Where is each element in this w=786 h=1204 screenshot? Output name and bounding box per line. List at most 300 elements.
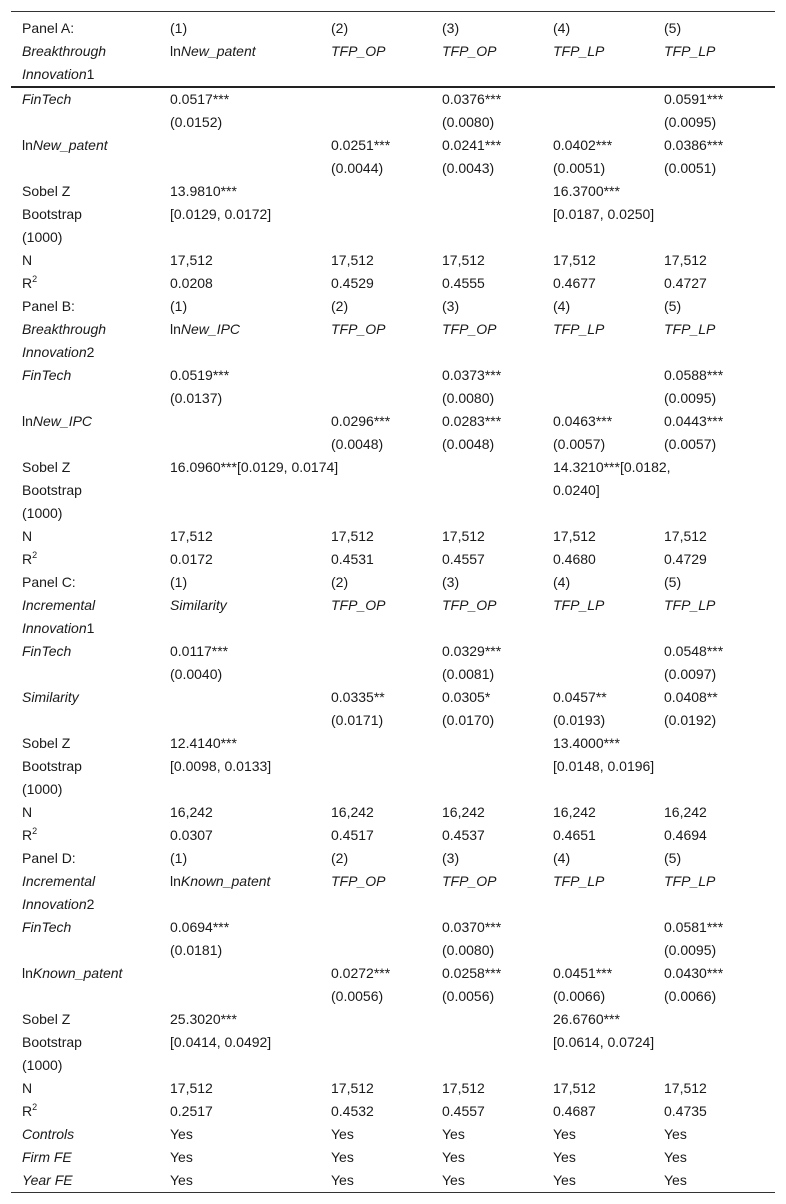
se-cell	[331, 939, 442, 962]
yes-cell: Yes	[331, 1172, 354, 1188]
panel-d-n-row	[11, 1077, 775, 1100]
coef-cell: 0.0272***	[331, 965, 391, 981]
dep-label-word: Innovation	[22, 620, 87, 636]
row-label-year-fe: Year FE	[22, 1172, 73, 1188]
sobel-right: 13.4000***	[553, 735, 620, 751]
sobel-right: 26.6760***	[553, 1011, 620, 1027]
dep-label-line2	[22, 341, 170, 364]
dep-var-name: TFP_OP	[442, 43, 497, 59]
coef-cell: 0.0517***	[170, 91, 230, 107]
r2-cell: 0.2517	[170, 1103, 213, 1119]
se-cell	[553, 387, 664, 410]
r2-cell: 0.4677	[553, 275, 596, 291]
dep-var-header	[170, 318, 331, 364]
column-number: (3)	[442, 574, 460, 590]
se-cell: (0.0066)	[553, 988, 606, 1004]
sobel-right-line2: 0.0240]	[553, 482, 600, 498]
row-label-mediator	[11, 134, 170, 157]
column-number: (2)	[331, 20, 349, 36]
panel-c-n-row	[11, 801, 775, 824]
coef-cell	[553, 88, 664, 111]
controls-row	[11, 1123, 775, 1146]
panel-a-mediator-row	[11, 134, 775, 157]
dep-var-name: TFP_LP	[553, 873, 605, 889]
coef-cell: 0.0296***	[331, 413, 391, 429]
panel-b-title-row	[11, 295, 775, 318]
se-cell: (0.0043)	[442, 160, 495, 176]
dep-label	[11, 40, 170, 86]
row-label-sobel: Sobel Z	[22, 183, 71, 199]
dep-var-header	[331, 594, 442, 640]
dep-label	[11, 870, 170, 916]
sobel-left: 25.3020***	[170, 1011, 237, 1027]
r2-cell: 0.4555	[442, 275, 485, 291]
panel-c-sobel-row	[11, 732, 775, 755]
se-cell	[170, 157, 331, 180]
coef-cell: 0.0335**	[331, 689, 385, 705]
dep-label-word: Innovation	[22, 896, 87, 912]
n-cell: 17,512	[170, 1080, 213, 1096]
dep-var-header	[331, 40, 442, 86]
panel-a-sobel-row	[11, 180, 775, 203]
se-cell: (0.0193)	[553, 712, 606, 728]
row-label-empty	[11, 663, 170, 686]
panel-c-r2-row	[11, 824, 775, 847]
r2-cell: 0.4694	[664, 827, 707, 843]
se-cell	[553, 663, 664, 686]
se-cell	[553, 111, 664, 134]
mediator-name: Similarity	[22, 689, 79, 705]
panel-title: Panel D:	[22, 850, 76, 866]
coef-cell: 0.0329***	[442, 643, 502, 659]
dep-label-num: 2	[86, 344, 95, 360]
se-cell	[553, 939, 664, 962]
se-cell: (0.0080)	[442, 942, 495, 958]
se-cell	[170, 433, 331, 456]
coef-cell: 0.0408**	[664, 689, 718, 705]
mediator-prefix: ln	[22, 413, 33, 429]
panel-a-mediator-se-row	[11, 157, 775, 180]
panel-b-r2-row	[11, 548, 775, 571]
coef-cell	[170, 410, 331, 433]
r2-superscript: 2	[32, 1102, 38, 1112]
sobel-left: 13.9810***	[170, 183, 237, 199]
se-cell: (0.0095)	[664, 390, 717, 406]
dep-prefix: ln	[170, 43, 181, 59]
panel-d-mediator-row	[11, 962, 775, 985]
row-label-empty	[11, 157, 170, 180]
se-cell: (0.0081)	[442, 666, 495, 682]
column-number: (5)	[664, 20, 682, 36]
yes-cell: Yes	[553, 1149, 576, 1165]
coef-cell: 0.0251***	[331, 137, 391, 153]
year-fe-row	[11, 1169, 775, 1192]
r2-cell: 0.4529	[331, 275, 374, 291]
mediator-name: Known_patent	[32, 965, 123, 981]
sobel-left	[170, 456, 553, 525]
se-cell: (0.0170)	[442, 712, 495, 728]
coef-cell	[553, 364, 664, 387]
se-cell: (0.0051)	[553, 160, 606, 176]
panel-title: Panel B:	[22, 298, 75, 314]
dep-label-line2	[22, 893, 170, 916]
dep-label-num: 2	[86, 896, 95, 912]
row-label-bootstrap	[11, 1031, 170, 1077]
n-cell: 17,512	[442, 528, 485, 544]
row-label-sobel: Sobel Z	[22, 735, 71, 751]
coef-cell	[331, 916, 442, 939]
panel-a-dep-row	[11, 40, 775, 88]
panel-a-r2-row	[11, 272, 775, 295]
firm-fe-row	[11, 1146, 775, 1169]
dep-var-name: TFP_LP	[664, 597, 716, 613]
dep-var-name: TFP_OP	[331, 43, 386, 59]
se-cell: (0.0080)	[442, 114, 495, 130]
dep-var-name: Known_patent	[180, 873, 271, 889]
se-cell: (0.0181)	[170, 942, 223, 958]
column-number: (4)	[553, 574, 571, 590]
column-number: (5)	[664, 574, 682, 590]
bootstrap-right: [0.0187, 0.0250]	[553, 206, 655, 222]
panel-a-title-row	[11, 12, 775, 40]
coef-cell	[170, 962, 331, 985]
panel-d-mediator-se-row	[11, 985, 775, 1008]
se-cell: (0.0066)	[664, 988, 717, 1004]
yes-cell: Yes	[442, 1149, 465, 1165]
dep-prefix: ln	[170, 873, 181, 889]
r-label: R	[22, 1103, 33, 1119]
r2-cell: 0.4557	[442, 551, 485, 567]
column-number: (2)	[331, 850, 349, 866]
n-cell: 17,512	[442, 252, 485, 268]
n-cell: 17,512	[664, 528, 707, 544]
coef-cell: 0.0457**	[553, 689, 607, 705]
dep-label-line1: Breakthrough	[22, 43, 107, 59]
panel-c-title-row	[11, 571, 775, 594]
r2-cell: 0.4680	[553, 551, 596, 567]
panel-b-mediator-row	[11, 410, 775, 433]
sobel-left: 12.4140***	[170, 735, 237, 751]
se-cell: (0.0171)	[331, 712, 384, 728]
se-cell: (0.0095)	[664, 942, 717, 958]
se-cell: (0.0056)	[331, 988, 384, 1004]
column-number: (2)	[331, 574, 349, 590]
row-label-n: N	[22, 252, 33, 268]
panel-c-fintech-row	[11, 640, 775, 663]
row-label-r2	[11, 548, 170, 571]
column-number: (2)	[331, 298, 349, 314]
se-cell	[170, 709, 331, 732]
row-label-bootstrap	[11, 755, 170, 801]
r-label: R	[22, 827, 33, 843]
column-number: (4)	[553, 20, 571, 36]
dep-var-name: TFP_OP	[442, 873, 497, 889]
yes-cell: Yes	[331, 1126, 354, 1142]
yes-cell: Yes	[553, 1172, 576, 1188]
coef-cell: 0.0305*	[442, 689, 491, 705]
column-number: (3)	[442, 298, 460, 314]
dep-var-header	[553, 870, 664, 916]
dep-var-name: New_patent	[180, 43, 256, 59]
r2-superscript: 2	[32, 550, 38, 560]
n-cell: 17,512	[442, 1080, 485, 1096]
panel-a-bootstrap-row	[11, 203, 775, 249]
se-cell: (0.0044)	[331, 160, 384, 176]
column-number: (4)	[553, 298, 571, 314]
sobel-left-value: 16.0960***[0.0129, 0.0174]	[170, 459, 339, 475]
se-cell	[331, 387, 442, 410]
dep-label	[11, 318, 170, 364]
bootstrap-label-1: Bootstrap	[22, 758, 82, 774]
column-number: (3)	[442, 20, 460, 36]
coef-cell: 0.0386***	[664, 137, 724, 153]
dep-var-name: TFP_OP	[442, 597, 497, 613]
row-label-controls: Controls	[22, 1126, 75, 1142]
n-cell: 16,242	[553, 804, 596, 820]
row-label-empty	[11, 985, 170, 1008]
se-cell: (0.0056)	[442, 988, 495, 1004]
dep-var-name: TFP_OP	[331, 597, 386, 613]
coef-cell: 0.0283***	[442, 413, 502, 429]
se-cell: (0.0192)	[664, 712, 717, 728]
dep-label-num: 1	[86, 620, 95, 636]
sobel-right: 16.3700***	[553, 183, 620, 199]
n-cell: 17,512	[553, 1080, 596, 1096]
dep-var-name: TFP_LP	[664, 43, 716, 59]
regression-table	[11, 11, 775, 1193]
panel-c-bootstrap-row	[11, 755, 775, 801]
mediator-name: New_IPC	[32, 413, 93, 429]
panel-b-n-row	[11, 525, 775, 548]
bootstrap-left: [0.0098, 0.0133]	[170, 758, 272, 774]
sobel-right-line1: 14.3210***[0.0182,	[553, 459, 671, 475]
yes-cell: Yes	[553, 1126, 576, 1142]
panel-a-fintech-row	[11, 88, 775, 111]
dep-label	[11, 594, 170, 640]
row-label-empty	[11, 111, 170, 134]
row-label-fintech: FinTech	[22, 643, 72, 659]
coef-cell: 0.0591***	[664, 91, 724, 107]
panel-d-sobel-row	[11, 1008, 775, 1031]
r2-cell: 0.4557	[442, 1103, 485, 1119]
row-label-sobel: Sobel Z	[22, 1011, 71, 1027]
row-label-fintech: FinTech	[22, 91, 72, 107]
yes-cell: Yes	[170, 1126, 193, 1142]
dep-var-name: TFP_OP	[331, 321, 386, 337]
row-label-r2	[11, 1100, 170, 1123]
panel-c-mediator-row	[11, 686, 775, 709]
coef-cell	[170, 686, 331, 709]
r2-cell: 0.4532	[331, 1103, 374, 1119]
coef-cell: 0.0373***	[442, 367, 502, 383]
row-label-n: N	[22, 528, 33, 544]
coef-cell: 0.0258***	[442, 965, 502, 981]
r2-cell: 0.0307	[170, 827, 213, 843]
panel-d-dep-row	[11, 870, 775, 916]
panel-d-fintech-se-row	[11, 939, 775, 962]
panel-c-mediator-se-row	[11, 709, 775, 732]
yes-cell: Yes	[170, 1172, 193, 1188]
panel-c-dep-row	[11, 594, 775, 640]
se-cell: (0.0080)	[442, 390, 495, 406]
coef-cell: 0.0581***	[664, 919, 724, 935]
r2-superscript: 2	[32, 274, 38, 284]
yes-cell: Yes	[170, 1149, 193, 1165]
panel-b-fintech-row	[11, 364, 775, 387]
r2-cell: 0.4651	[553, 827, 596, 843]
dep-label-line2	[22, 63, 170, 86]
bootstrap-label-2: (1000)	[22, 229, 63, 245]
dep-label-line1: Incremental	[22, 873, 96, 889]
row-label-empty	[11, 939, 170, 962]
coef-cell: 0.0443***	[664, 413, 724, 429]
r2-cell: 0.4537	[442, 827, 485, 843]
dep-var-header	[553, 40, 664, 86]
row-label-empty	[11, 433, 170, 456]
n-cell: 16,242	[170, 804, 213, 820]
se-cell	[170, 985, 331, 1008]
se-cell: (0.0040)	[170, 666, 223, 682]
se-cell: (0.0048)	[331, 436, 384, 452]
coef-cell: 0.0548***	[664, 643, 724, 659]
se-cell: (0.0057)	[664, 436, 717, 452]
yes-cell: Yes	[664, 1172, 687, 1188]
row-label-r2	[11, 824, 170, 847]
n-cell: 17,512	[170, 528, 213, 544]
bootstrap-label-1: Bootstrap	[22, 1034, 82, 1050]
dep-var-header	[442, 318, 553, 364]
panel-d-title-row	[11, 847, 775, 870]
coef-cell: 0.0370***	[442, 919, 502, 935]
dep-var-header	[170, 870, 331, 916]
n-cell: 17,512	[170, 252, 213, 268]
row-label-sobel	[11, 456, 170, 525]
coef-cell: 0.0694***	[170, 919, 230, 935]
se-cell: (0.0097)	[664, 666, 717, 682]
r2-cell: 0.4687	[553, 1103, 596, 1119]
row-label-n: N	[22, 1080, 33, 1096]
coef-cell: 0.0588***	[664, 367, 724, 383]
dep-var-name: TFP_LP	[553, 43, 605, 59]
n-cell: 17,512	[331, 252, 374, 268]
row-label-empty	[11, 709, 170, 732]
bootstrap-label-1: Bootstrap	[22, 206, 82, 222]
column-number: (1)	[170, 298, 188, 314]
dep-var-header	[553, 318, 664, 364]
panel-b-dep-row	[11, 318, 775, 364]
row-label-bootstrap	[11, 203, 170, 249]
se-cell: (0.0137)	[170, 390, 223, 406]
se-cell	[331, 111, 442, 134]
n-cell: 16,242	[331, 804, 374, 820]
dep-var-header	[170, 40, 331, 86]
se-cell: (0.0057)	[553, 436, 606, 452]
dep-label-line2	[22, 617, 170, 640]
row-label-empty	[11, 387, 170, 410]
coef-cell	[553, 640, 664, 663]
bootstrap-right: [0.0614, 0.0724]	[553, 1034, 655, 1050]
mediator-prefix: ln	[22, 137, 33, 153]
dep-var-header	[442, 870, 553, 916]
yes-cell: Yes	[442, 1172, 465, 1188]
dep-var-name: TFP_LP	[553, 597, 605, 613]
row-label-mediator	[11, 962, 170, 985]
bootstrap-left: [0.0414, 0.0492]	[170, 1034, 272, 1050]
column-number: (5)	[664, 850, 682, 866]
panel-b-sobel-row	[11, 456, 775, 525]
coef-cell	[553, 916, 664, 939]
dep-var-header	[170, 594, 331, 640]
coef-cell: 0.0376***	[442, 91, 502, 107]
r-label: R	[22, 275, 33, 291]
panel-title: Panel C:	[22, 574, 76, 590]
coef-cell: 0.0430***	[664, 965, 724, 981]
n-cell: 17,512	[664, 1080, 707, 1096]
coef-cell	[331, 364, 442, 387]
coef-cell	[331, 640, 442, 663]
column-number: (1)	[170, 850, 188, 866]
yes-cell: Yes	[331, 1149, 354, 1165]
row-label-fintech: FinTech	[22, 919, 72, 935]
coef-cell: 0.0451***	[553, 965, 613, 981]
r2-cell: 0.0208	[170, 275, 213, 291]
n-cell: 17,512	[553, 528, 596, 544]
dep-var-name: TFP_LP	[553, 321, 605, 337]
se-cell: (0.0152)	[170, 114, 223, 130]
dep-var-name: TFP_LP	[664, 873, 716, 889]
dep-var-header	[442, 594, 553, 640]
bootstrap-label-2: (1000)	[22, 781, 63, 797]
coef-cell: 0.0463***	[553, 413, 613, 429]
coef-cell	[331, 88, 442, 111]
dep-label-line1: Incremental	[22, 597, 96, 613]
dep-var-header	[553, 594, 664, 640]
se-cell: (0.0048)	[442, 436, 495, 452]
panel-b-fintech-se-row	[11, 387, 775, 410]
row-label-mediator	[11, 686, 170, 709]
dep-label-word: Innovation	[22, 66, 87, 82]
n-cell: 17,512	[331, 528, 374, 544]
n-cell: 17,512	[664, 252, 707, 268]
sobel-right	[553, 456, 764, 525]
row-label-mediator	[11, 410, 170, 433]
n-cell: 17,512	[553, 252, 596, 268]
coef-cell	[170, 134, 331, 157]
coef-cell: 0.0241***	[442, 137, 502, 153]
row-label-r2	[11, 272, 170, 295]
bootstrap-label-2: (1000)	[22, 1057, 63, 1073]
dep-var-header	[664, 318, 764, 364]
r2-cell: 0.4729	[664, 551, 707, 567]
dep-var-name: TFP_OP	[331, 873, 386, 889]
dep-var-name: TFP_OP	[442, 321, 497, 337]
bootstrap-label-1: Bootstrap	[22, 482, 82, 498]
panel-b-mediator-se-row	[11, 433, 775, 456]
column-number: (1)	[170, 20, 188, 36]
r2-superscript: 2	[32, 826, 38, 836]
row-label-firm-fe: Firm FE	[22, 1149, 72, 1165]
dep-var-header	[331, 318, 442, 364]
column-number: (1)	[170, 574, 188, 590]
panel-title: Panel A:	[22, 20, 75, 36]
panel-d-fintech-row	[11, 916, 775, 939]
row-label-n: N	[22, 804, 33, 820]
dep-label-num: 1	[86, 66, 95, 82]
dep-var-header	[331, 870, 442, 916]
n-cell: 16,242	[442, 804, 485, 820]
mediator-prefix: ln	[22, 965, 33, 981]
bootstrap-label-2: (1000)	[22, 505, 63, 521]
